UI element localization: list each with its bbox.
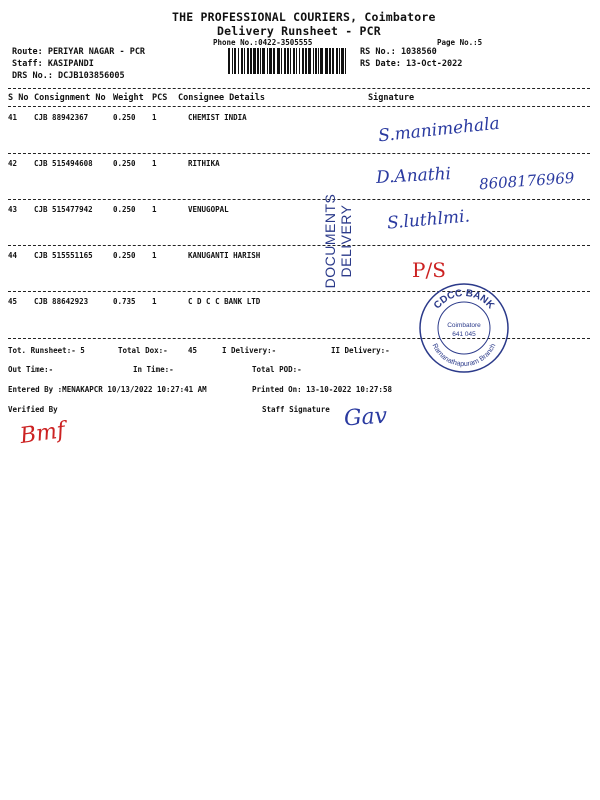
tot-runsheet: Tot. Runsheet:- 5 <box>8 346 85 355</box>
row-weight: 0.735 <box>113 297 136 306</box>
col-consignment: Consignment No <box>34 93 106 103</box>
row-consignment: CJB 515494608 <box>34 159 93 168</box>
verified-by-label: Verified By <box>8 405 58 414</box>
divider <box>8 199 590 200</box>
divider <box>8 106 590 107</box>
bank-seal-stamp <box>418 282 510 374</box>
row-weight: 0.250 <box>113 205 136 214</box>
row-sno: 42 <box>8 159 18 168</box>
row-sno: 45 <box>8 297 18 306</box>
row-pcs: 1 <box>152 205 157 214</box>
route-label: Route: PERIYAR NAGAR - PCR <box>12 47 146 57</box>
barcode-image <box>228 48 350 74</box>
stamp-ring-bottom: Ramanathapuram Branch <box>430 342 498 369</box>
stamp-pin: 641 045 <box>452 331 476 338</box>
drs-number: DRS No.: DCJB103856005 <box>12 71 125 81</box>
entered-by: Entered By :MENAKAPCR 10/13/2022 10:27:41 AM <box>8 385 207 394</box>
col-pcs: PCS <box>152 93 168 103</box>
row-weight: 0.250 <box>113 113 136 122</box>
col-consignee: Consignee Details <box>178 93 265 103</box>
row-pcs: 1 <box>152 297 157 306</box>
signature-row-41: S.manimehala <box>377 113 501 147</box>
staff-label: Staff: KASIPANDI <box>12 59 94 69</box>
total-pod: Total POD:- <box>252 365 302 374</box>
row-weight: 0.250 <box>113 251 136 260</box>
page-number: Page No.:5 <box>437 38 483 47</box>
divider <box>8 88 590 89</box>
row-pcs: 1 <box>152 113 157 122</box>
row-consignment: CJB 515477942 <box>34 205 93 214</box>
row-pcs: 1 <box>152 251 157 260</box>
company-title: THE PROFESSIONAL COURIERS, Coimbatore <box>172 10 436 24</box>
phone-handwritten: 8608176969 <box>478 168 575 194</box>
documents-delivery-stamp: DOCUMENTS DELIVERY <box>322 193 354 289</box>
pls-mark: P/S <box>412 258 446 282</box>
out-time: Out Time:- <box>8 365 54 374</box>
row-pcs: 1 <box>152 159 157 168</box>
row-sno: 44 <box>8 251 18 260</box>
signature-row-42: D.Anathi <box>375 164 452 188</box>
row-weight: 0.250 <box>113 159 136 168</box>
ii-delivery: II Delivery:- <box>331 346 390 355</box>
runsheet-title: Delivery Runsheet - PCR <box>217 24 381 38</box>
row-consignee: C D C C BANK LTD <box>188 297 261 306</box>
svg-text:Ramanathapuram Branch <box>431 343 498 368</box>
rs-date: RS Date: 13-Oct-2022 <box>360 59 463 69</box>
col-sno: S No <box>8 93 29 103</box>
row-consignee: RITHIKA <box>188 159 220 168</box>
signature-row-43: S.luthlmi. <box>386 206 471 234</box>
row-consignee: CHEMIST INDIA <box>188 113 247 122</box>
in-time: In Time:- <box>133 365 174 374</box>
row-consignment: CJB 88942367 <box>34 113 89 122</box>
stamp-ring-top: CDCC BANK <box>431 287 497 312</box>
row-consignee: VENUGOPAL <box>188 205 229 214</box>
total-dox-value: 45 <box>188 346 198 355</box>
staff-signature: Gav <box>343 403 388 432</box>
row-consignment: CJB 515551165 <box>34 251 93 260</box>
stamp-city: Coimbatore <box>447 322 481 329</box>
svg-text:CDCC BANK <box>432 288 497 312</box>
col-weight: Weight <box>113 93 144 103</box>
staff-signature-label: Staff Signature <box>262 405 330 414</box>
divider <box>8 245 590 246</box>
total-dox-label: Total Dox:- <box>118 346 168 355</box>
printed-on: Printed On: 13-10-2022 10:27:58 <box>252 385 392 394</box>
phone-number: Phone No.:0422-3505555 <box>213 38 313 47</box>
i-delivery: I Delivery:- <box>222 346 277 355</box>
row-consignment: CJB 88642923 <box>34 297 89 306</box>
verified-signature: Bmf <box>18 417 67 450</box>
divider <box>8 153 590 154</box>
row-sno: 43 <box>8 205 18 214</box>
row-consignee: KANUGANTI HARISH <box>188 251 261 260</box>
rs-number: RS No.: 1038560 <box>360 47 437 57</box>
row-sno: 41 <box>8 113 18 122</box>
col-signature: Signature <box>368 93 415 103</box>
